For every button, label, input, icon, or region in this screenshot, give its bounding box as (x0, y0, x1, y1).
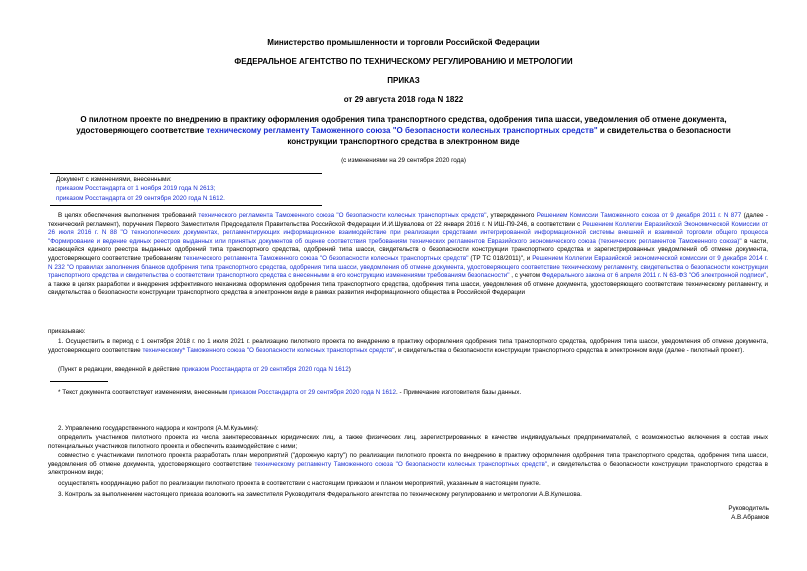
document-title-line-2 (0, 126, 807, 136)
preamble-link[interactable]: Решением Комиссии Таможенного союза от 9 декабря 2011 г. N 877 (536, 212, 742, 219)
title-text: и свидетельства о безопасности (597, 126, 731, 135)
clause-3-paragraph: 3. Контроль за выполнением настоящего приказа возложить на заместителя Руководителя Федерального агентства по техническому регулированию и метрологии А.В.Кулешова. (58, 491, 582, 498)
preamble-text: , утвержденного (486, 212, 537, 219)
preamble-link[interactable]: Федерального закона от 6 апреля 2011 г. N 63-ФЗ "Об электронной подписи" (541, 272, 767, 280)
footnote-text: * Текст документа соответствует изменениям, внесенным (58, 389, 229, 396)
preamble-text: , а также в целях разработки и внедрения эффективного механизма оформления одобрения типа транспортного средства, одобрения типа шасси, уведомления об отмене документа, удостоверяющего соответствие техническому регламенту, и свидетельства о безопасности конструкции транспортного средства в электронном виде в рамках развития информационного общества в Российской Федерации (48, 272, 768, 297)
footnote-text: . - Примечание изготовителя базы данных. (396, 389, 522, 396)
change-link-2019[interactable]: приказом Росстандарта от 1 ноября 2019 года N 2613; (56, 185, 216, 192)
preamble-link[interactable]: Решением Коллегии Евразийской экономической комиссии от 9 декабря 2014 г. N 232 "О правилах заполнения бланков одобрения типа транспортного средства, одобрения типа шасси, уведомления об отмене документа, удостоверяющего соответствие техническому регламенту, свидетельства о безопасности конструкции транспортного средства и свидетельства о соответствии транспортного средства с внесенными в его конструкцию изменениями требованиям безопасности" (48, 254, 768, 280)
change-link-2020[interactable]: приказом Росстандарта от 29 сентября 2020 года N 1612. (56, 195, 225, 202)
order-word: приказываю: (48, 328, 86, 335)
preamble-text: В целях обеспечения выполнения требований (58, 212, 199, 219)
signatory-role: Руководитель (728, 505, 769, 512)
document-title-line-1: О пилотном проекте по внедрению в практику оформления одобрения типа транспортного средства, одобрения типа шасси, уведомления об отмене документа, (80, 115, 727, 124)
clause-1-link[interactable]: техническому* Таможенного союза "О безопасности колесных транспортных средств" (142, 346, 395, 354)
clause-2-item-c: осуществлять координацию работ по реализации пилотного проекта в соответствии с настоящим приказом и планом мероприятий, указанным в настоящем пункте. (58, 480, 541, 487)
document-date-number: от 29 августа 2018 года N 1822 (343, 95, 464, 104)
clause-2b-text: совместно с участниками пилотного проекта разработать план мероприятий ("дорожную карту") по реализации пилотного проекта по внедрению в практику оформления одобрения типа транспортного средства, одобрения типа шасси, уведомления об отмене документа, удостоверяющего соответствие (48, 452, 768, 468)
clause-2-item-a: определить участников пилотного проекта из числа заинтересованных юридических лиц, а также физических лиц, зарегистрированных в качестве индивидуальных предпринимателей, с возможностью включения в состав иных потенциальных участников пилотного проекта и обеспечить взаимодействие с ними; (48, 434, 768, 450)
document-title-line-3: конструкции транспортного средства в электронном виде (287, 137, 520, 146)
preamble-link[interactable]: технического регламента Таможенного союза "О безопасности колесных транспортных средств" (183, 254, 469, 262)
signatory-name: А.В.Абрамов (731, 514, 769, 521)
preamble-text: (ТР ТС 018/2011)", и (468, 254, 533, 262)
title-regulation-link[interactable]: техническому регламенту Таможенного союза "О безопасности колесных транспортных средств" (206, 126, 598, 135)
note-text: (Пункт в редакции, введенной в действие (58, 366, 182, 373)
revision-note: (с изменениями на 29 сентября 2020 года) (341, 157, 466, 164)
clause-1-note (58, 366, 351, 375)
clause-2-heading: 2. Управлению государственного надзора и контроля (А.М.Кузьмин): (58, 425, 259, 432)
document-type: ПРИКАЗ (387, 76, 420, 85)
title-text: удостоверяющего соответствие (76, 126, 207, 135)
changes-bottom-rule (50, 205, 322, 206)
clause-1-paragraph (48, 338, 768, 365)
note-text: ) (348, 366, 351, 373)
clause-1-text: , и свидетельства о безопасности конструкции транспортного средства в электронном виде (далее - пилотный проект). (394, 346, 745, 354)
preamble-text: , с учетом (509, 272, 542, 280)
ministry-name: Министерство промышленности и торговли Российской Федерации (267, 38, 540, 47)
agency-name: ФЕДЕРАЛЬНОЕ АГЕНТСТВО ПО ТЕХНИЧЕСКОМУ РЕГУЛИРОВАНИЮ И МЕТРОЛОГИИ (234, 57, 573, 66)
clause-2b-text: , и свидетельства о безопасности конструкции транспортного средства в электронном виде; (48, 460, 768, 477)
changes-intro: Документ с изменениями, внесенными: (56, 176, 172, 183)
preamble-text: в части, касающейся единого реестра выданных одобрений типа транспортного средства, одобрений типа шасси, свидетельств о безопасности конструкции транспортного средства и зарегистрированных уведомлений об отмене документа, удостоверяющего соответствие требованиям (48, 237, 768, 262)
footnote-order-link[interactable]: приказом Росстандарта от 29 сентября 2020 года N 1612 (228, 389, 396, 396)
clause-2b-link[interactable]: техническому регламенту Таможенного союза "О безопасности колесных транспортных средств" (254, 460, 548, 468)
changes-top-rule (50, 173, 322, 174)
preamble-paragraph (48, 212, 768, 334)
preamble-link[interactable]: Решением Коллегии Евразийской Экономической Комиссии от 26 июля 2016 г. N 88 "О технологических документах, регламентирующих информационное взаимодействие при реализации средствами интегрированной информационной системы внешней и взаимной торговли общего процесса "Формирование и ведение единых реестров выданных или принятых документов об оценке соответствия требованиям технических регламентов Евразийского экономического союза (технических регламентов Таможенного союза)" (48, 220, 768, 245)
preamble-text: (далее - технический регламент), поручения Первого Заместителя Председателя Правительства Российской Федерации И.И.Шувалова от 22 января 2016 г. N ИШ-П9-246, в соответствии с (48, 212, 768, 228)
note-order-link[interactable]: приказом Росстандарта от 29 сентября 2020 года N 1612 (181, 366, 349, 373)
preamble-link[interactable]: технического регламента Таможенного союза "О безопасности колесных транспортных средств" (198, 212, 487, 219)
footnote (58, 389, 521, 398)
clause-1-text: 1. Осуществить в период с 1 сентября 2018 г. по 1 июля 2021 г. реализацию пилотного проекта по внедрению в практику оформления одобрения типа транспортного средства, одобрения типа шасси, уведомления об отмене документа, удостоверяющего соответствие (48, 338, 768, 354)
clause-2-item-b (48, 452, 768, 479)
footnote-rule (50, 381, 108, 382)
